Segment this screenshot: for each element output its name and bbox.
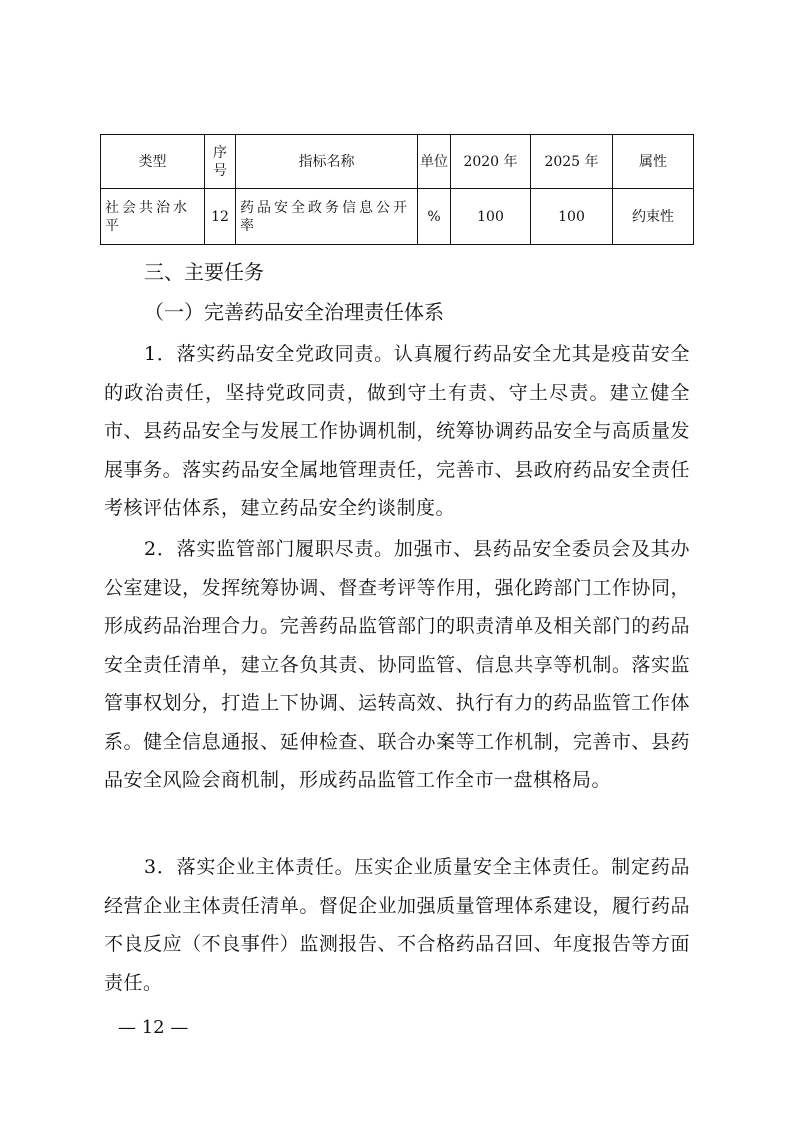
cell-2025: 100 — [531, 189, 613, 245]
paragraph-3: 3．落实企业主体责任。压实企业质量安全主体责任。制定药品经营企业主体责任清单。督促企业加强质量管理体系建设，履行药品不良反应（不良事件）监测报告、不合格药品召回、年度报告等方面责任。 — [104, 856, 690, 994]
cell-name: 药品安全政务信息公开率 — [236, 189, 418, 245]
paragraph-1: 1．落实药品安全党政同责。认真履行药品安全尤其是疫苗安全的政治责任，坚持党政同责，做到守土有责、守土尽责。建立健全市、县药品安全与发展工作协调机制，统筹协调药品安全与高质量发展事务。落实药品安全属地管理责任，完善市、县政府药品安全责任考核评估体系，建立药品安全约谈制度。 — [104, 343, 690, 519]
column-header-type: 类型 — [101, 135, 205, 189]
paragraph-2: 2．落实监管部门履职尽责。加强市、县药品安全委员会及其办公室建设，发挥统筹协调、督查考评等作用，强化跨部门工作协同，形成药品治理合力。完善药品监管部门的职责清单及相关部门的药品安全责任清单，建立各负其责、协同监管、信息共享等机制。落实监管事权划分，打造上下协调、运转高效、执行有力的药品监管工作体系。健全信息通报、延伸检查、联合办案等工作机制，完善市、县药品安全风险会商机制，形成药品监管工作全市一盘棋格局。 — [104, 538, 690, 791]
indicator-table — [100, 134, 694, 245]
column-header-no: 序号 — [205, 135, 236, 189]
cell-attribute: 约束性 — [613, 189, 694, 245]
column-header-2025: 2025 年 — [531, 135, 613, 189]
page-number: — 12 — — [118, 1017, 189, 1038]
cell-unit: % — [418, 189, 451, 245]
cell-2020: 100 — [451, 189, 531, 245]
cell-no: 12 — [205, 189, 236, 245]
section-subheading: （一）完善药品安全治理责任体系 — [144, 300, 444, 324]
table-header-row — [101, 135, 694, 189]
table-row — [101, 189, 694, 245]
column-header-unit: 单位 — [418, 135, 451, 189]
section-heading: 三、主要任务 — [144, 260, 264, 284]
column-header-attribute: 属性 — [613, 135, 694, 189]
column-header-2020: 2020 年 — [451, 135, 531, 189]
column-header-name: 指标名称 — [236, 135, 418, 189]
cell-type: 社会共治水平 — [101, 189, 205, 245]
